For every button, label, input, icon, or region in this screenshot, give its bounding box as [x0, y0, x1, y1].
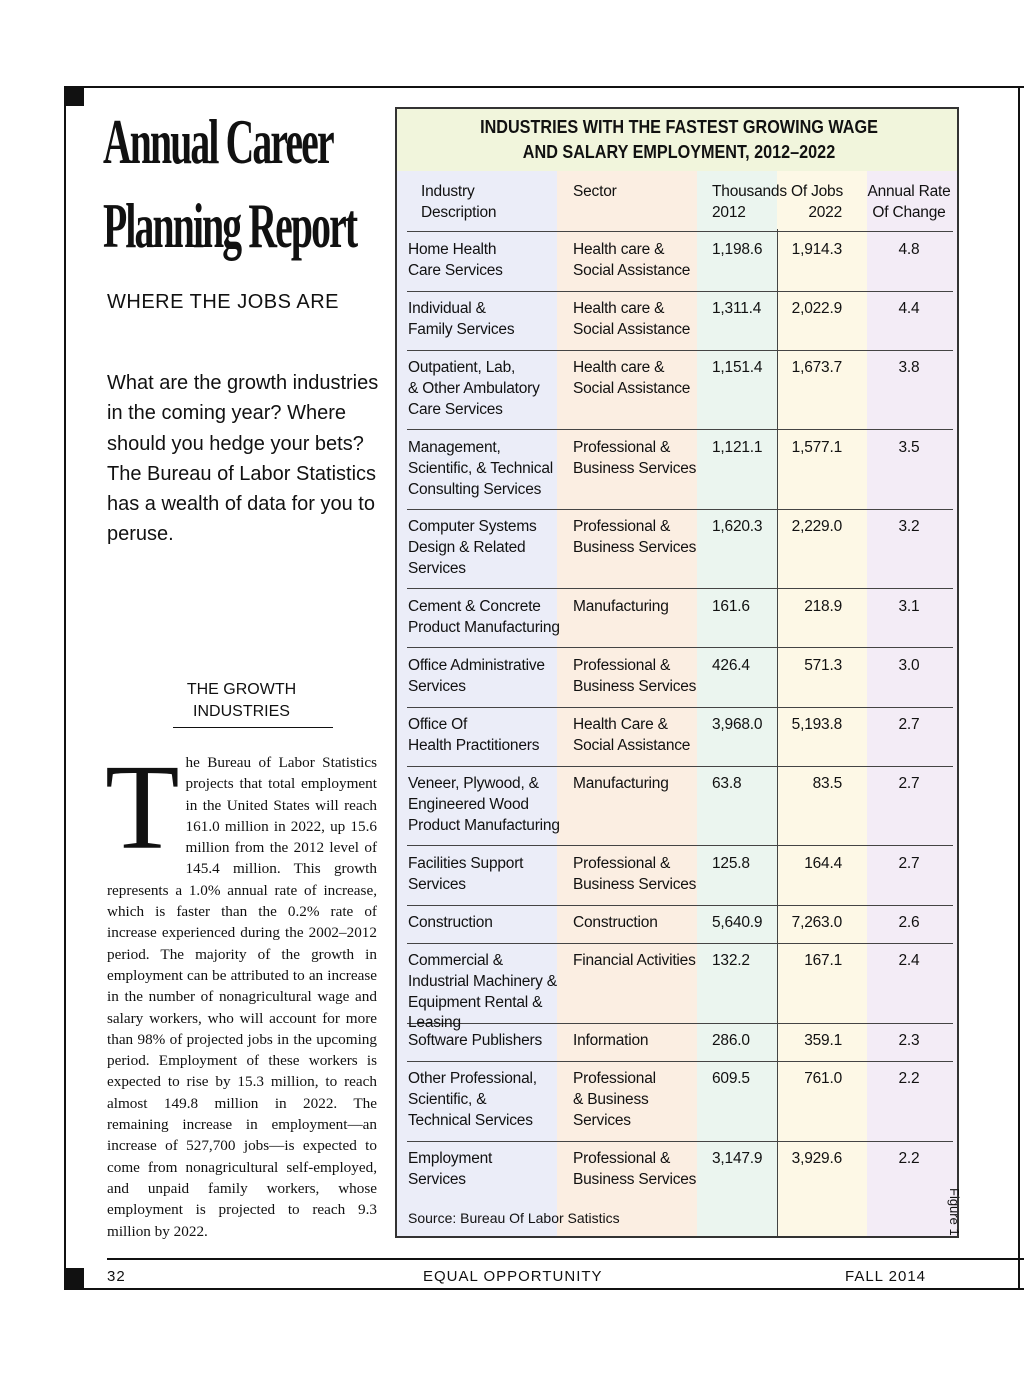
cell-industry: Computer Systems Design & Related Services [408, 518, 537, 577]
corner-square-top [64, 86, 84, 106]
cell-jobs-2022: 571.3 [804, 657, 842, 674]
page-number: 32 [107, 1268, 126, 1285]
cell-sector: Health care & Social Assistance [573, 300, 691, 338]
page-frame-left [64, 86, 66, 1290]
article-kicker: WHERE THE JOBS ARE [107, 291, 340, 313]
row-divider [407, 647, 953, 648]
page-frame-right [1018, 86, 1020, 1290]
cell-jobs-2012: 426.4 [712, 657, 750, 674]
row-divider [407, 1061, 953, 1062]
cell-jobs-2012: 5,640.9 [712, 914, 763, 931]
article-body [105, 740, 377, 1242]
issue-date: FALL 2014 [845, 1268, 927, 1285]
table-title-line2: AND SALARY EMPLOYMENT, 2012–2022 [522, 142, 836, 162]
table-title [425, 115, 933, 165]
cell-industry: Home Health Care Services [408, 241, 503, 279]
cell-industry: Outpatient, Lab, & Other Ambulatory Care Services [408, 359, 540, 418]
cell-sector: Manufacturing [573, 775, 669, 792]
row-divider [407, 943, 953, 944]
publication-name: EQUAL OPPORTUNITY [423, 1268, 603, 1285]
header-thousands-of-jobs: Thousands Of Jobs [712, 183, 844, 200]
article-deck: What are the growth industries in the coming year? Where should you hedge your bets? The Bureau of Labor Statistics has a wealth of data for you to peruse. [107, 372, 379, 546]
cell-annual-rate: 2.2 [898, 1070, 920, 1087]
row-divider [407, 350, 953, 351]
cell-jobs-2022: 2,229.0 [791, 518, 842, 535]
cell-industry: Management, Scientific, & Technical Consulting Services [408, 439, 554, 498]
row-divider [407, 231, 953, 232]
row-divider [407, 766, 953, 767]
cell-industry: Construction [408, 914, 493, 931]
cell-jobs-2022: 167.1 [804, 952, 842, 969]
table-source: Source: Bureau Of Labor Satistics [408, 1210, 620, 1226]
cell-jobs-2012: 132.2 [712, 952, 750, 969]
cell-industry: Individual & Family Services [408, 300, 515, 338]
cell-annual-rate: 4.8 [898, 241, 920, 258]
row-divider [407, 588, 953, 589]
cell-industry: Office Of Health Practitioners [408, 716, 540, 754]
row-divider [407, 509, 953, 510]
drop-cap: T [105, 740, 180, 875]
row-divider [407, 429, 953, 430]
figure-label: Figure 1 [947, 1188, 962, 1236]
cell-sector: Financial Activities [573, 952, 696, 969]
cell-jobs-2022: 2,022.9 [791, 300, 842, 317]
cell-jobs-2012: 609.5 [712, 1070, 750, 1087]
page-frame-top [64, 86, 1024, 88]
cell-sector: Professional & Business Services [573, 855, 697, 893]
cell-industry: Cement & Concrete Product Manufacturing [408, 598, 560, 636]
cell-jobs-2022: 1,914.3 [791, 241, 842, 258]
section-heading: THE GROWTH INDUSTRIES [186, 681, 297, 720]
cell-sector: Professional & Business Services [573, 1150, 697, 1188]
page-frame-bottom [64, 1288, 1024, 1290]
cell-annual-rate: 3.5 [898, 439, 920, 456]
table-title-line1: INDUSTRIES WITH THE FASTEST GROWING WAGE [480, 117, 878, 137]
header-year-2012: 2012 [712, 204, 746, 221]
row-divider [407, 1141, 953, 1142]
cell-industry: Commercial & Industrial Machinery & Equipment Rental & Leasing [408, 952, 557, 1032]
header-year-2022: 2022 [808, 204, 842, 221]
cell-sector: Professional & Business Services [573, 657, 697, 695]
cell-jobs-2012: 1,620.3 [712, 518, 763, 535]
cell-jobs-2022: 164.4 [804, 855, 842, 872]
cell-jobs-2012: 1,311.4 [712, 300, 762, 317]
cell-jobs-2012: 1,121.1 [712, 439, 763, 456]
cell-jobs-2022: 359.1 [804, 1032, 842, 1049]
cell-jobs-2012: 63.8 [712, 775, 742, 792]
cell-sector: Health care & Social Assistance [573, 359, 691, 397]
cell-sector: Professional & Business Services [573, 439, 697, 477]
cell-annual-rate: 2.2 [898, 1150, 920, 1167]
cell-annual-rate: 3.0 [898, 657, 920, 674]
article-title-line1: Annual Career [103, 106, 333, 177]
cell-sector: Professional & Business Services [573, 518, 697, 556]
row-divider [407, 905, 953, 906]
cell-jobs-2012: 125.8 [712, 855, 750, 872]
cell-jobs-2022: 1,577.1 [791, 439, 842, 456]
cell-jobs-2022: 218.9 [804, 598, 842, 615]
cell-annual-rate: 2.6 [898, 914, 920, 931]
cell-industry: Veneer, Plywood, & Engineered Wood Product Manufacturing [408, 775, 560, 834]
row-divider [407, 291, 953, 292]
cell-industry: Office Administrative Services [408, 657, 545, 695]
cell-annual-rate: 2.7 [898, 716, 920, 733]
cell-jobs-2012: 1,198.6 [712, 241, 763, 258]
cell-sector: Health Care & Social Assistance [573, 716, 691, 754]
cell-jobs-2012: 286.0 [712, 1032, 750, 1049]
section-heading-rule [173, 727, 333, 728]
cell-sector: Manufacturing [573, 598, 669, 615]
cell-jobs-2012: 3,968.0 [712, 716, 763, 733]
cell-annual-rate: 2.4 [898, 952, 920, 969]
header-sector: Sector [573, 183, 617, 200]
cell-annual-rate: 2.7 [898, 855, 920, 872]
footer-rule [107, 1258, 1024, 1260]
cell-sector: Construction [573, 914, 658, 931]
cell-industry: Employment Services [408, 1150, 493, 1188]
cell-industry: Facilities Support Services [408, 855, 524, 893]
cell-jobs-2012: 161.6 [712, 598, 750, 615]
cell-annual-rate: 2.3 [898, 1032, 920, 1049]
cell-jobs-2022: 7,263.0 [791, 914, 842, 931]
cell-annual-rate: 4.4 [898, 300, 920, 317]
cell-jobs-2022: 1,673.7 [791, 359, 842, 376]
article-body-text: he Bureau of Labor Statistics projects that total employment in the United States will reach 161.0 million in 2022, up 15.6 million from the 2012 level of 145.4 million. This growth represents a 1.0% annual rate of increase, which is faster than the 0.2% rate of increase experienced during the 2002–2012 period. The majority of the growth in employment can be attributed to an increase in the number of nonagricultural wage and salary workers, who will account for more than 98% of projected jobs in the upcoming period. Employment of these workers is expected to rise by 15.3 million, to reach almost 149.8 million in 2022. The remaining increase in employment—an increase of 527,700 jobs—is expected to come from nonagricultural self-employed, and unpaid family workers, whose employment is projected to reach 9.3 million by 2022. [107, 754, 377, 1240]
cell-industry: Software Publishers [408, 1032, 543, 1049]
cell-jobs-2012: 1,151.4 [712, 359, 763, 376]
corner-square-bottom [64, 1268, 84, 1288]
cell-annual-rate: 2.7 [898, 775, 920, 792]
cell-jobs-2022: 5,193.8 [791, 716, 842, 733]
cell-industry: Other Professional, Scientific, & Technical Services [408, 1070, 537, 1129]
cell-annual-rate: 3.2 [898, 518, 920, 535]
cell-sector: Health care & Social Assistance [573, 241, 691, 279]
header-industry: Industry Description [421, 183, 497, 221]
cell-jobs-2022: 761.0 [804, 1070, 842, 1087]
cell-sector: Professional & Business Services [573, 1070, 656, 1129]
cell-annual-rate: 3.8 [898, 359, 920, 376]
row-divider [407, 707, 953, 708]
cell-annual-rate: 3.1 [898, 598, 920, 615]
cell-jobs-2022: 83.5 [812, 775, 842, 792]
row-divider [407, 845, 953, 846]
cell-jobs-2022: 3,929.6 [791, 1150, 842, 1167]
cell-jobs-2012: 3,147.9 [712, 1150, 763, 1167]
cell-sector: Information [573, 1032, 649, 1049]
article-title [103, 100, 357, 268]
header-annual-rate: Annual Rate Of Change [867, 183, 951, 221]
article-title-line2: Planning Report [103, 190, 357, 261]
employment-table [395, 107, 959, 1238]
